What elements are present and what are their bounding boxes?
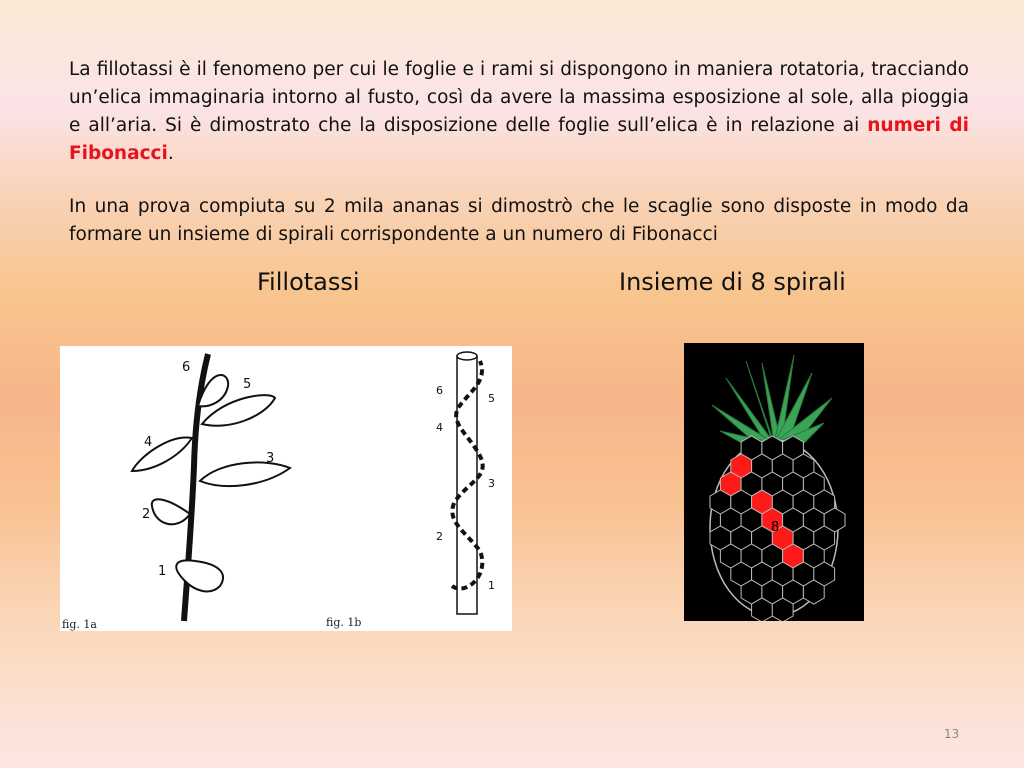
helix-number-4: 4 [436,421,443,434]
helix-number-5: 5 [488,392,495,405]
leaf-number-4: 4 [144,435,153,450]
leaf-number-6: 6 [182,360,191,375]
leaf-2 [152,499,190,524]
fibonacci-highlight: numeri di Fibonacci [69,115,970,164]
pineapple-drawing [684,343,864,621]
pineapple-paragraph: In una prova compiuta su 2 mila ananas si dimostrò che le scaglie sono disposte in modo da formare un insieme di spirali corrispondente a un numero di Fibonacci [69,196,969,245]
leaf-4 [132,438,192,471]
phyllotaxis-paragraph [69,56,969,168]
leaf-number-2: 2 [142,507,151,522]
fig-1b-label: fig. 1b [326,616,362,629]
paragraph-text: La fillotassi è il fenomeno per cui le foglie e i rami si dispongono in maniera rotatoria, tracciando un’elica immaginaria intorno al fusto, così da avere la massima esposizione al sole, alla pioggia e all’aria. Si è dimostrato che la disposizione delle foglie sull’elica è in relazione ai [69,59,969,136]
leaf-number-5: 5 [243,377,252,392]
helix-number-3: 3 [488,477,495,490]
page-number: 13 [944,727,960,741]
pineapple-figure [684,343,864,621]
fig-1a-label: fig. 1a [62,618,97,631]
phyllotaxis-figure [60,346,512,631]
caption-fillotassi: Fillotassi [257,268,360,296]
leaf-number-3: 3 [266,451,275,466]
helix-number-6: 6 [436,384,443,397]
leaf-number-1: 1 [158,564,167,579]
paragraph-end: . [167,143,174,164]
leaf-3 [200,462,290,486]
spiral-count-label: 8 [771,520,780,535]
cylinder-top [457,352,477,360]
helix-number-1: 1 [488,579,495,592]
caption-spirals: Insieme di 8 spirali [619,268,846,296]
leaf-1 [176,560,223,591]
helix-number-2: 2 [436,530,443,543]
phyllotaxis-drawing [60,346,512,631]
